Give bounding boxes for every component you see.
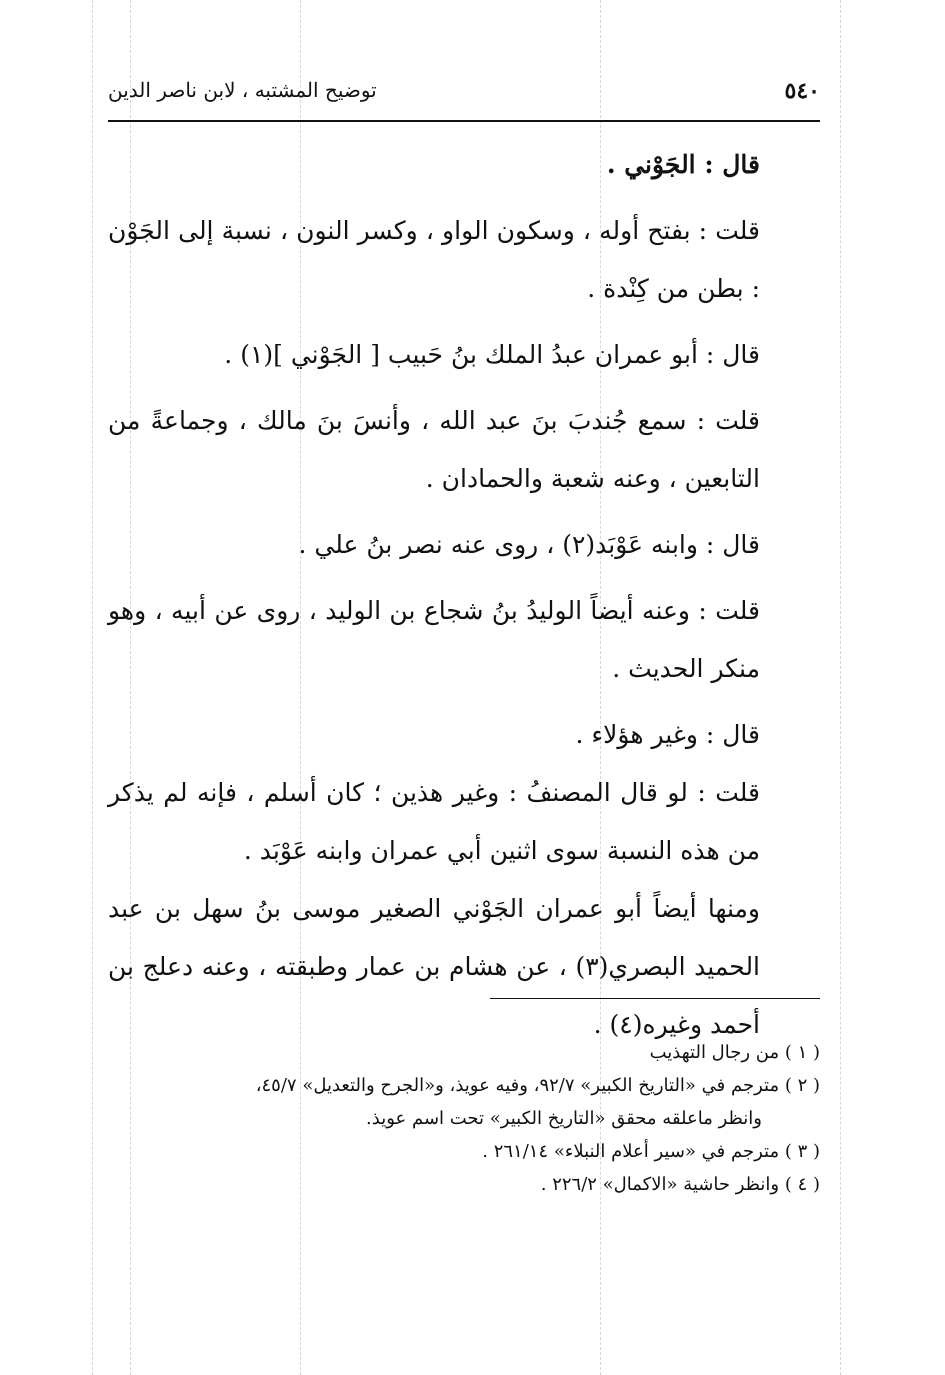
footnote: ( ٤ ) وانظر حاشية «الاكمال» ٢٢٦/٢ . (540, 1174, 820, 1195)
paragraph: قال : الجَوْني . (606, 150, 760, 179)
page-header (108, 76, 820, 116)
page-number: ٥٤٠ (784, 78, 820, 104)
paragraph: ومنها أيضاً أبو عمران الجَوْني الصغير موسى بنُ سهل بن عبد الحميد البصري(٣) ، عن هشام بن عمار وطبقته ، وعنه دعلج بن أحمد وغيره(٤) . (108, 894, 761, 1039)
footnote: ( ١ ) من رجال التهذيب (649, 1042, 820, 1063)
footnote: ( ٣ ) مترجم في «سير أعلام النبلاء» ٢٦١/١٤ . (482, 1141, 820, 1162)
paragraph: قلت : سمع جُندبَ بنَ عبد الله ، وأنسَ بنَ مالك ، وجماعةً من التابعين ، وعنه شعبة والحمادان . (108, 406, 760, 493)
header-rule (108, 120, 820, 122)
footnote: ( ٢ ) مترجم في «التاريخ الكبير» ٩٢/٧، وفيه عويذ، و«الجرح والتعديل» ٤٥/٧، (255, 1075, 820, 1096)
scan-guide-line (92, 0, 93, 1375)
paragraph: قال : وابنه عَوْبَد(٢) ، روى عنه نصر بنُ علي . (298, 530, 760, 559)
footnotes (108, 1036, 820, 1201)
scan-guide-line (840, 0, 841, 1375)
paragraph: قال : وغير هؤلاء . (575, 720, 760, 749)
running-title: توضيح المشتبه ، لابن ناصر الدين (108, 78, 377, 102)
main-text (108, 136, 820, 1054)
paragraph: قلت : لو قال المصنفُ : وغير هذين ؛ كان أسلم ، فإنه لم يذكر من هذه النسبة سوى اثنين أبي عمران وابنه عَوْبَد . (108, 778, 760, 865)
footnote-continuation: وانظر ماعلقه محقق «التاريخ الكبير» تحت اسم عويذ. (366, 1108, 762, 1129)
paragraph: قلت : بفتح أوله ، وسكون الواو ، وكسر النون ، نسبة إلى الجَوْن : بطن من كِنْدة . (108, 216, 760, 303)
footnote-separator (490, 998, 820, 999)
paragraph: قال : أبو عمران عبدُ الملك بنُ حَبيب [ الجَوْني ](١) . (224, 340, 760, 369)
paragraph: قلت : وعنه أيضاً الوليدُ بنُ شجاع بن الوليد ، روى عن أبيه ، وهو منكر الحديث . (108, 596, 760, 683)
